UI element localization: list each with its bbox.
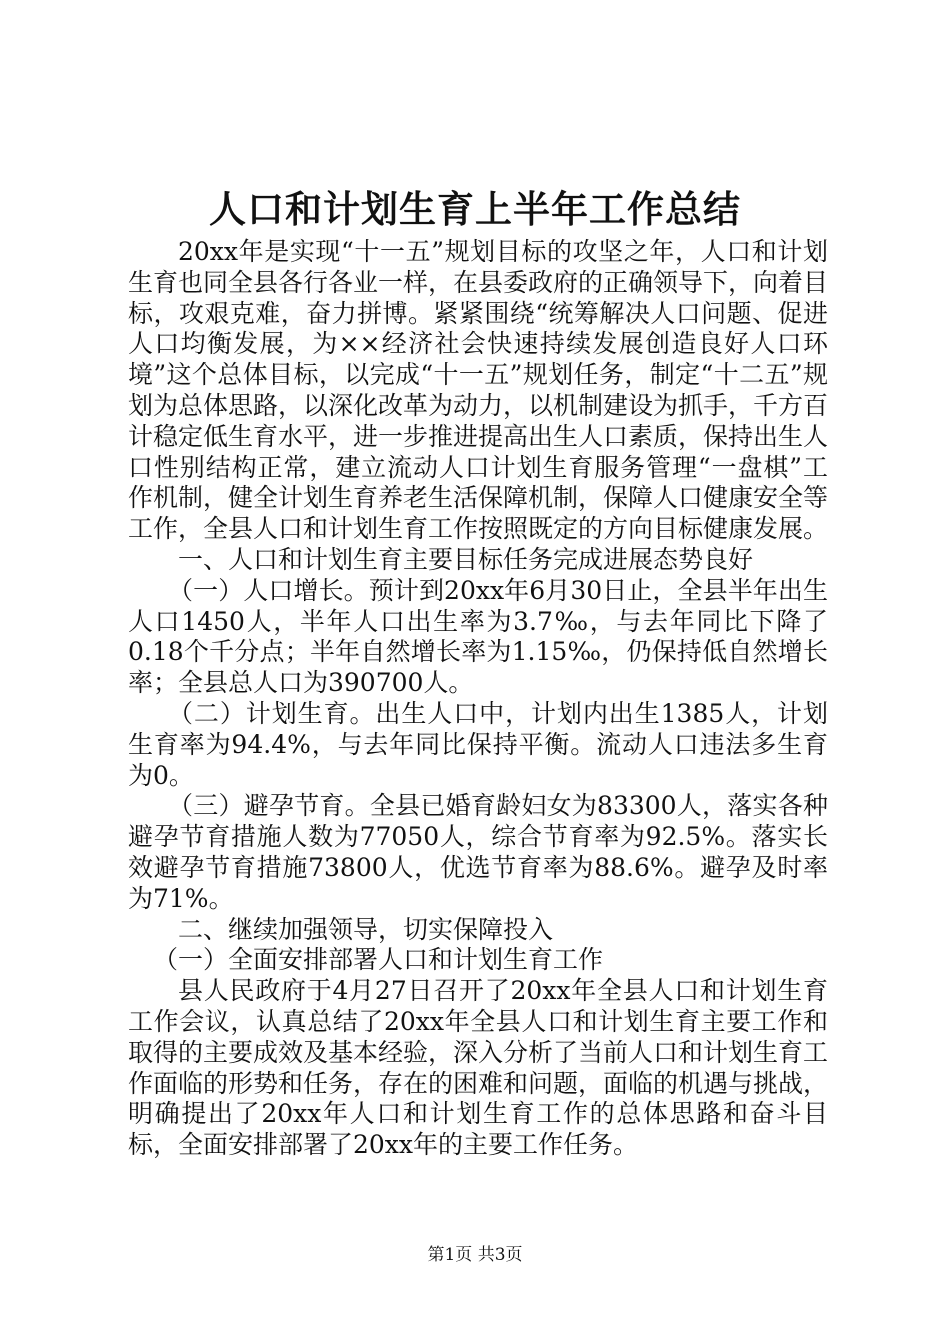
section-heading-1: 一、人口和计划生育主要目标任务完成进展态势良好 bbox=[178, 544, 754, 574]
document-body bbox=[128, 237, 828, 1161]
document-title: 人口和计划生育上半年工作总结 bbox=[209, 187, 741, 231]
subsection-population-growth: （一）人口增长。预计到20xx年6月30日止，全县半年出生人口1450人，半年人口出生率为3.7‰，与去年同比下降了0.18个千分点；半年自然增长率为1.15‰，仍保持低自然增长率；全县总人口为390700人。 bbox=[128, 575, 828, 698]
section-heading-2: 二、继续加强领导，切实保障投入 bbox=[178, 914, 554, 944]
page-footer: 第1页 共3页 bbox=[427, 1245, 523, 1265]
subsection-heading-deployment: （一）全面安排部署人口和计划生育工作 bbox=[153, 945, 604, 975]
deployment-paragraph: 县人民政府于4月27日召开了20xx年全县人口和计划生育工作会议，认真总结了20xx年全县人口和计划生育主要工作和取得的主要成效及基本经验，深入分析了当前人口和计划生育工作面临的形势和任务，存在的困难和问题，面临的机遇与挑战，明确提出了20xx年人口和计划生育工作的总体思路和奋斗目标，全面安排部署了20xx年的主要工作任务。 bbox=[128, 976, 829, 1160]
intro-paragraph: 20xx年是实现“十一五”规划目标的攻坚之年，人口和计划生育也同全县各行各业一样，在县委政府的正确领导下，向着目标，攻艰克难，奋力拼博。紧紧围绕“统筹解决人口问题、促进人口均衡发展，为××经济社会快速持续发展创造良好人口环境”这个总体目标，以完成“十一五”规划任务，制定“十二五”规划为总体思路，以深化改革为动力，以机制建设为抓手，千方百计稳定低生育水平，进一步推进提高出生人口素质，保持出生人口性别结构正常，建立流动人口计划生育服务管理“一盘棋”工作机制，健全计划生育养老生活保障机制，保障人口健康安全等工作，全县人口和计划生育工作按照既定的方向目标健康发展。 bbox=[128, 237, 829, 544]
subsection-contraception: （三）避孕节育。全县已婚育龄妇女为83300人，落实各种避孕节育措施人数为77050人，综合节育率为92.5%。落实长效避孕节育措施73800人，优选节育率为88.6%。避孕及时率为71%。 bbox=[128, 791, 828, 913]
subsection-family-planning: （二）计划生育。出生人口中，计划内出生1385人，计划生育率为94.4%，与去年同比保持平衡。流动人口违法多生育为0。 bbox=[128, 698, 828, 790]
